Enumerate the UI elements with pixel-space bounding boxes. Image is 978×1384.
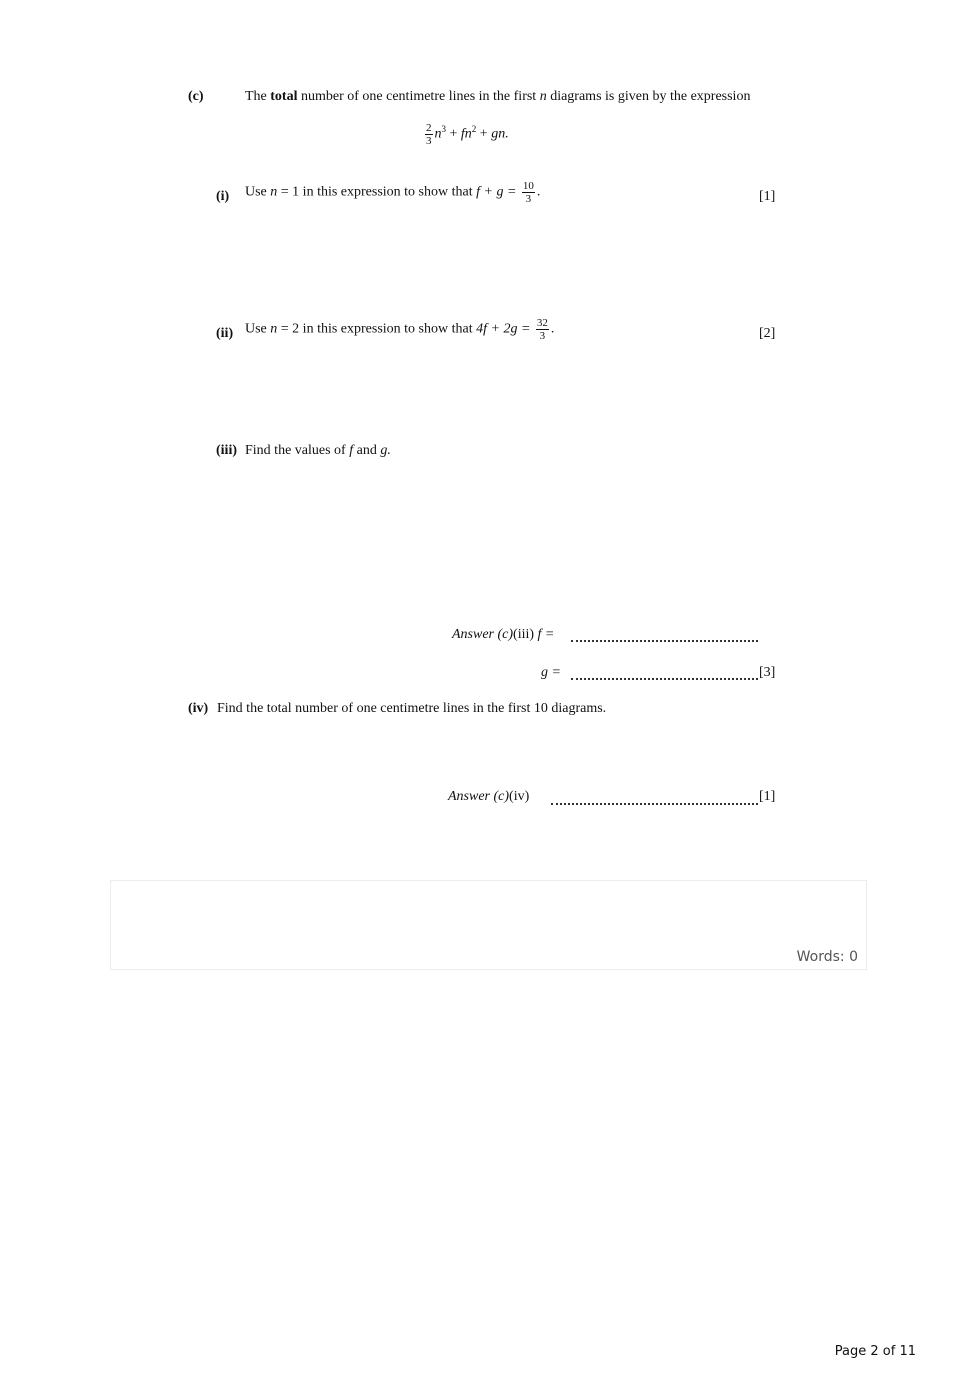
- expression-term1-exp: 3: [441, 124, 446, 135]
- part-ii-var: n: [270, 321, 278, 337]
- part-ii-end: .: [550, 321, 555, 337]
- part-iii-var-g: g.: [380, 443, 391, 458]
- part-iii-answer-label-roman: (iii): [513, 627, 535, 642]
- part-c-intro-var: n: [539, 89, 547, 104]
- part-c-intro-bold: total: [270, 89, 298, 104]
- page-indicator: Page 2 of 11: [834, 1344, 916, 1359]
- part-c-intro-2: number of one centimetre lines in the first: [300, 89, 537, 104]
- part-i-end: .: [536, 184, 541, 200]
- part-ii-fraction-den: 3: [539, 330, 546, 342]
- part-i-fraction-num: 10: [522, 180, 534, 192]
- part-c-intro-1: The: [245, 89, 267, 104]
- part-i-lhs: f + g =: [476, 184, 517, 200]
- expression-plus1: +: [446, 126, 461, 142]
- part-iv-label: (iv): [188, 701, 209, 716]
- part-ii-marks: [2]: [759, 326, 776, 341]
- part-i-fraction-den: 3: [525, 193, 532, 205]
- part-i-var: n: [270, 184, 278, 200]
- part-ii-text-1: Use: [245, 321, 267, 337]
- answer-text-area[interactable]: [110, 880, 867, 970]
- part-ii-fraction: [536, 317, 549, 342]
- expression-term3: gn.: [491, 126, 509, 142]
- part-iii-text-1: Find the values of: [245, 443, 346, 458]
- part-iv-marks: [1]: [759, 789, 776, 804]
- expression-fraction-num: 2: [426, 122, 432, 134]
- part-ii-question: [245, 317, 554, 342]
- part-ii-lhs: 4f + 2g =: [476, 321, 531, 337]
- part-iii-var-f: f: [349, 443, 354, 458]
- part-iii-label: (iii): [216, 443, 237, 458]
- part-iii-answer-label-italic: Answer (c): [452, 627, 514, 642]
- expression-fraction-den: 3: [426, 135, 432, 147]
- expression-plus2: +: [476, 126, 492, 142]
- expression-fraction: [425, 122, 433, 147]
- part-c-expression: [423, 122, 509, 147]
- part-iii-answer-label: [452, 626, 554, 644]
- part-i-fraction: [522, 180, 535, 205]
- answer-g-line[interactable]: [571, 678, 758, 680]
- part-iv-answer-label-roman: (iv): [509, 789, 530, 804]
- part-iii-question: [245, 442, 391, 460]
- part-iii-answer-g: g =: [541, 665, 561, 680]
- expression-term1: n: [434, 126, 442, 142]
- part-i-label: (i): [216, 189, 230, 204]
- answer-f-line[interactable]: [571, 640, 758, 642]
- part-c-intro-3: diagrams is given by the expression: [550, 89, 751, 104]
- part-iv-answer-label-italic: Answer (c): [448, 789, 510, 804]
- part-iii-marks: [3]: [759, 665, 776, 680]
- part-i-text-1: Use: [245, 184, 267, 200]
- part-iii-answer-f: f =: [537, 627, 555, 642]
- part-ii-fraction-num: 32: [536, 317, 548, 329]
- expression-term2: fn: [460, 126, 472, 142]
- expression-term2-exp: 2: [471, 124, 477, 135]
- part-c-intro: [245, 88, 750, 106]
- part-c-label: (c): [188, 89, 204, 104]
- part-i-question: [245, 180, 540, 205]
- part-i-marks: [1]: [759, 189, 776, 204]
- word-count: Words: 0: [796, 949, 858, 965]
- part-iii-text-and: and: [356, 443, 377, 458]
- answer-iv-line[interactable]: [551, 803, 758, 805]
- part-ii-label: (ii): [216, 326, 234, 341]
- part-i-text-2: = 1 in this expression to show that: [280, 184, 473, 200]
- part-iv-question: Find the total number of one centimetre lines in the first 10 diagrams.: [217, 701, 607, 716]
- part-ii-text-2: = 2 in this expression to show that: [280, 321, 473, 337]
- part-iv-answer-label: [448, 788, 529, 806]
